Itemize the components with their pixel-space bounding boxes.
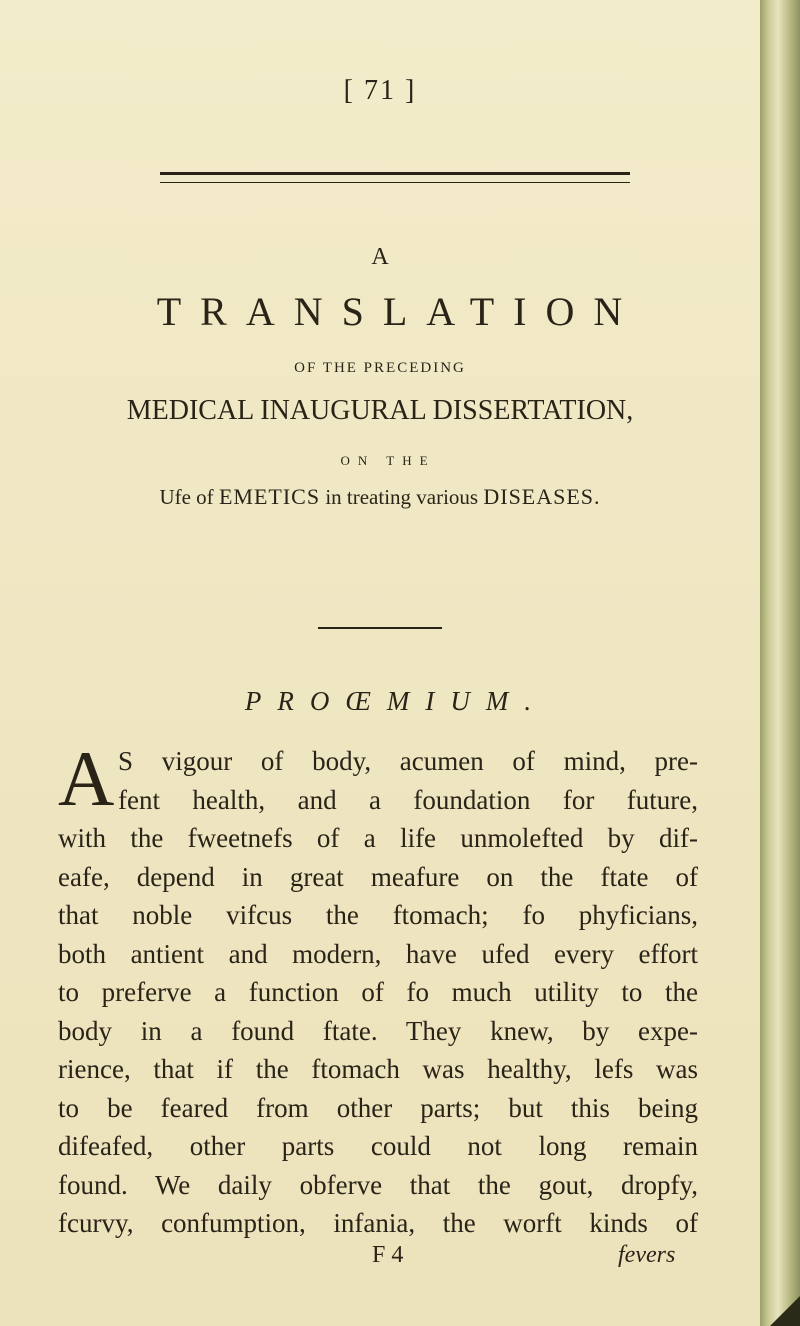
body-text <box>58 735 698 1243</box>
signature-mark: F 4 <box>372 1242 404 1268</box>
heading-translation: TRANSLATION <box>156 289 642 334</box>
heading-on-the: ON THE <box>340 453 436 468</box>
page-number: [ 71 ] <box>343 75 417 106</box>
body-line: difeafed, other parts could not long remain <box>58 1131 698 1161</box>
body-line: rience, that if the ftomach was healthy, lefs was <box>58 1054 698 1084</box>
body-line: with the fweetnefs of a life unmolefted by dif- <box>58 823 698 853</box>
header-rule-thick <box>160 172 630 175</box>
body-line: that noble vifcus the ftomach; fo phyficians, <box>58 900 698 930</box>
body-line: S vigour of body, acumen of mind, pre- <box>118 746 698 776</box>
body-line: to preferve a function of fo much utility to the <box>58 977 698 1007</box>
catchword: fevers <box>618 1242 676 1268</box>
section-divider <box>318 627 442 629</box>
body-line: found. We daily obferve that the gout, dropfy, <box>58 1169 698 1200</box>
heading-article: A <box>371 244 389 270</box>
subtitle-diseases: DISEASES. <box>483 484 601 509</box>
subtitle-emetics: EMETICS <box>218 484 321 509</box>
body-line: fcurvy, confumption, infania, the worft kinds of <box>58 1208 698 1238</box>
drop-cap: A <box>58 735 115 822</box>
body-line: fent health, and a foundation for future, <box>118 784 698 815</box>
section-title: PROŒMIUM. <box>244 686 548 716</box>
body-line: to be feared from other parts; but this being <box>58 1092 698 1123</box>
page-corner <box>770 1296 800 1326</box>
heading-dissertation: MEDICAL INAUGURAL DISSERTATION, <box>126 395 634 426</box>
subtitle <box>0 484 760 510</box>
body-line: body in a found ftate. They knew, by expe- <box>58 1015 698 1046</box>
body-line: eafe, depend in great meafure on the ftate of <box>58 861 698 892</box>
heading-of-the-preceding: OF THE PRECEDING <box>294 360 466 376</box>
header-rule-thin <box>160 182 630 183</box>
body-line: both antient and modern, have ufed every effort <box>58 938 698 969</box>
page-edge-gutter <box>760 0 800 1326</box>
subtitle-use: Ufe of <box>159 485 219 509</box>
subtitle-mid: in treating various <box>320 485 484 509</box>
